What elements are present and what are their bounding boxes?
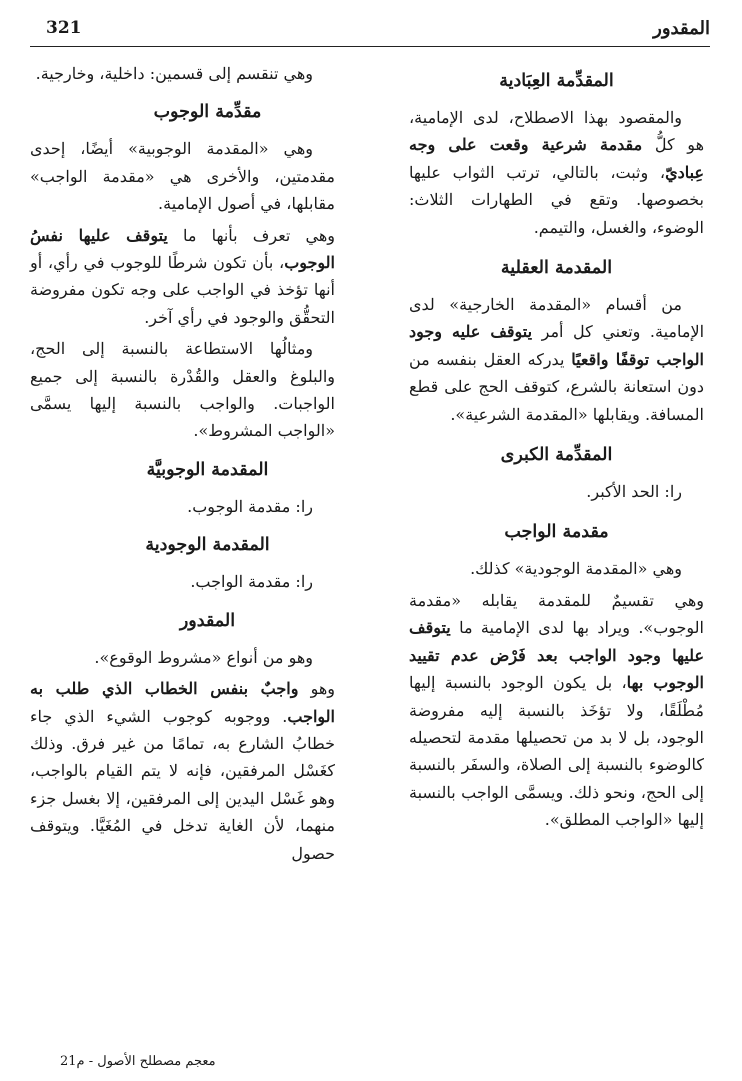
entry-paragraph: را: الحد الأكبر. [586,482,682,502]
entry-paragraph: را: مقدمة الواجب. [190,572,313,592]
entry-paragraph: وهي «المقدمة الوجوبية» أيضًا، إحدى مقدمتين، والأخرى هي «مقدمة الواجب» مقابلها، في أصول الإمامية. [30,139,335,214]
text-run: والمقصود بهذا الاصطلاح، لدى الإمامية، هو كلُّ [409,108,705,155]
entry-title: المقدِّمة الكبرى [500,445,613,466]
entry-paragraph: وهي تنقسم إلى قسمين: داخلية، وخارجية. [35,64,313,83]
entry-paragraph [409,291,704,428]
text-run: وهو [298,679,336,699]
entry-title: مقدمة الواجب [504,522,609,543]
text-run: ، بل يكون الوجود بالنسبة إليها مُطْلَقًا، ولا تؤخَذ بالنسبة إليه مفروضة الوجود، بل لا بد من تحصيلها مقدمة لتحصيله كالوضوء بالنسبة إلى الصلاة، والسفَر بالنسبة إلى الحج، ونحو ذلك. ويسمَّى الواجب بالنسبة إليها «الواجب المطلق». [409,673,704,830]
bold-run: يتوقف عليها نفسُ الوجوب [30,225,335,273]
text-run: وهي تعرف بأنها ما [167,225,335,245]
page-number: 321 [46,18,82,38]
text-run: . ووجوبه كوجوب الشيء الذي جاء خطابُ الشارع به، تمامًا من غير فرق. وذلك كغَسْل المرفقين، فإنه لا يتم القيام بالواجب، وهو غَسْل اليدين إلى المرفقين، إلا بغسل جزء منهما، لأن الغاية تدخل في المُغَيَّا. ويتوقف حصول [30,706,335,863]
right-column [409,60,704,838]
entry-paragraph: ومثالُها الاستطاعة بالنسبة إلى الحج، والبلوغ والعقل والقُدْرة بالنسبة إلى جميع الواجبات. والواجب بالنسبة إليها يسمَّى «الواجب المشروط». [30,339,335,441]
entry-title: مقدِّمة الوجوب [153,102,262,123]
entry-title: المقدمة الوجوبيَّة [146,459,269,480]
text-run: ، وثبت، بالتالي، ترتب الثواب عليها بخصوصها. وتقع في الطهارات الثلاث: الوضوء، والغسل، والتيمم. [409,162,704,237]
running-title: المقدور [653,18,710,39]
entry-paragraph: وهو من أنواع «مشروط الوقوع». [94,647,313,667]
text-run: وهي تقسيمٌ للمقدمة يقابله «مقدمة الوجوب». ويراد بها لدى الإمامية ما [409,590,704,638]
entry-paragraph: وهي «المقدمة الوجودية» كذلك. [470,559,682,579]
entry-paragraph [30,675,335,867]
bold-run: يتوقف عليه وجود الواجب توقفًا واقعيًا [409,322,705,369]
entry-title: المقدِّمة العِبَادية [499,71,614,91]
page-footer: معجم مصطلح الأصول - م21 [60,1054,216,1069]
entry-title: المقدمة الوجودية [145,535,270,556]
text-run: يدركه العقل بنفسه من دون استعانة بالشرع، كتوقف الحج على قطع المسافة. ويقابلها «المقدمة الشرعية». [409,349,704,424]
text-run: ، بأن تكون شرطًا للوجوب في رأي، أو أنها تؤخذ في الواجب على وجه تكون مفروضة التحقُّق والوجود في رأي آخر. [30,253,335,327]
entry-title: المقدور [179,610,236,631]
bold-run: مقدمة شرعية وقعت على وجه عِباديّ [409,135,704,182]
entry-paragraph [409,587,704,834]
text-run: من أقسام «المقدمة الخارجية» لدى الإمامية. وتعني كل أمر [409,295,705,342]
bold-run: واجبٌ بنفس الخطاب الذي طلب به الواجب [30,679,335,726]
left-column [30,60,335,871]
page-header [30,14,710,47]
entry-paragraph: را: مقدمة الوجوب. [187,496,313,516]
bold-run: يتوقف عليها وجود الواجب بعد فَرْض عدم تقييد الوجوب بها [409,618,704,693]
entry-title: المقدمة العقلية [500,258,613,279]
entry-paragraph [409,104,704,241]
entry-paragraph [30,222,335,332]
